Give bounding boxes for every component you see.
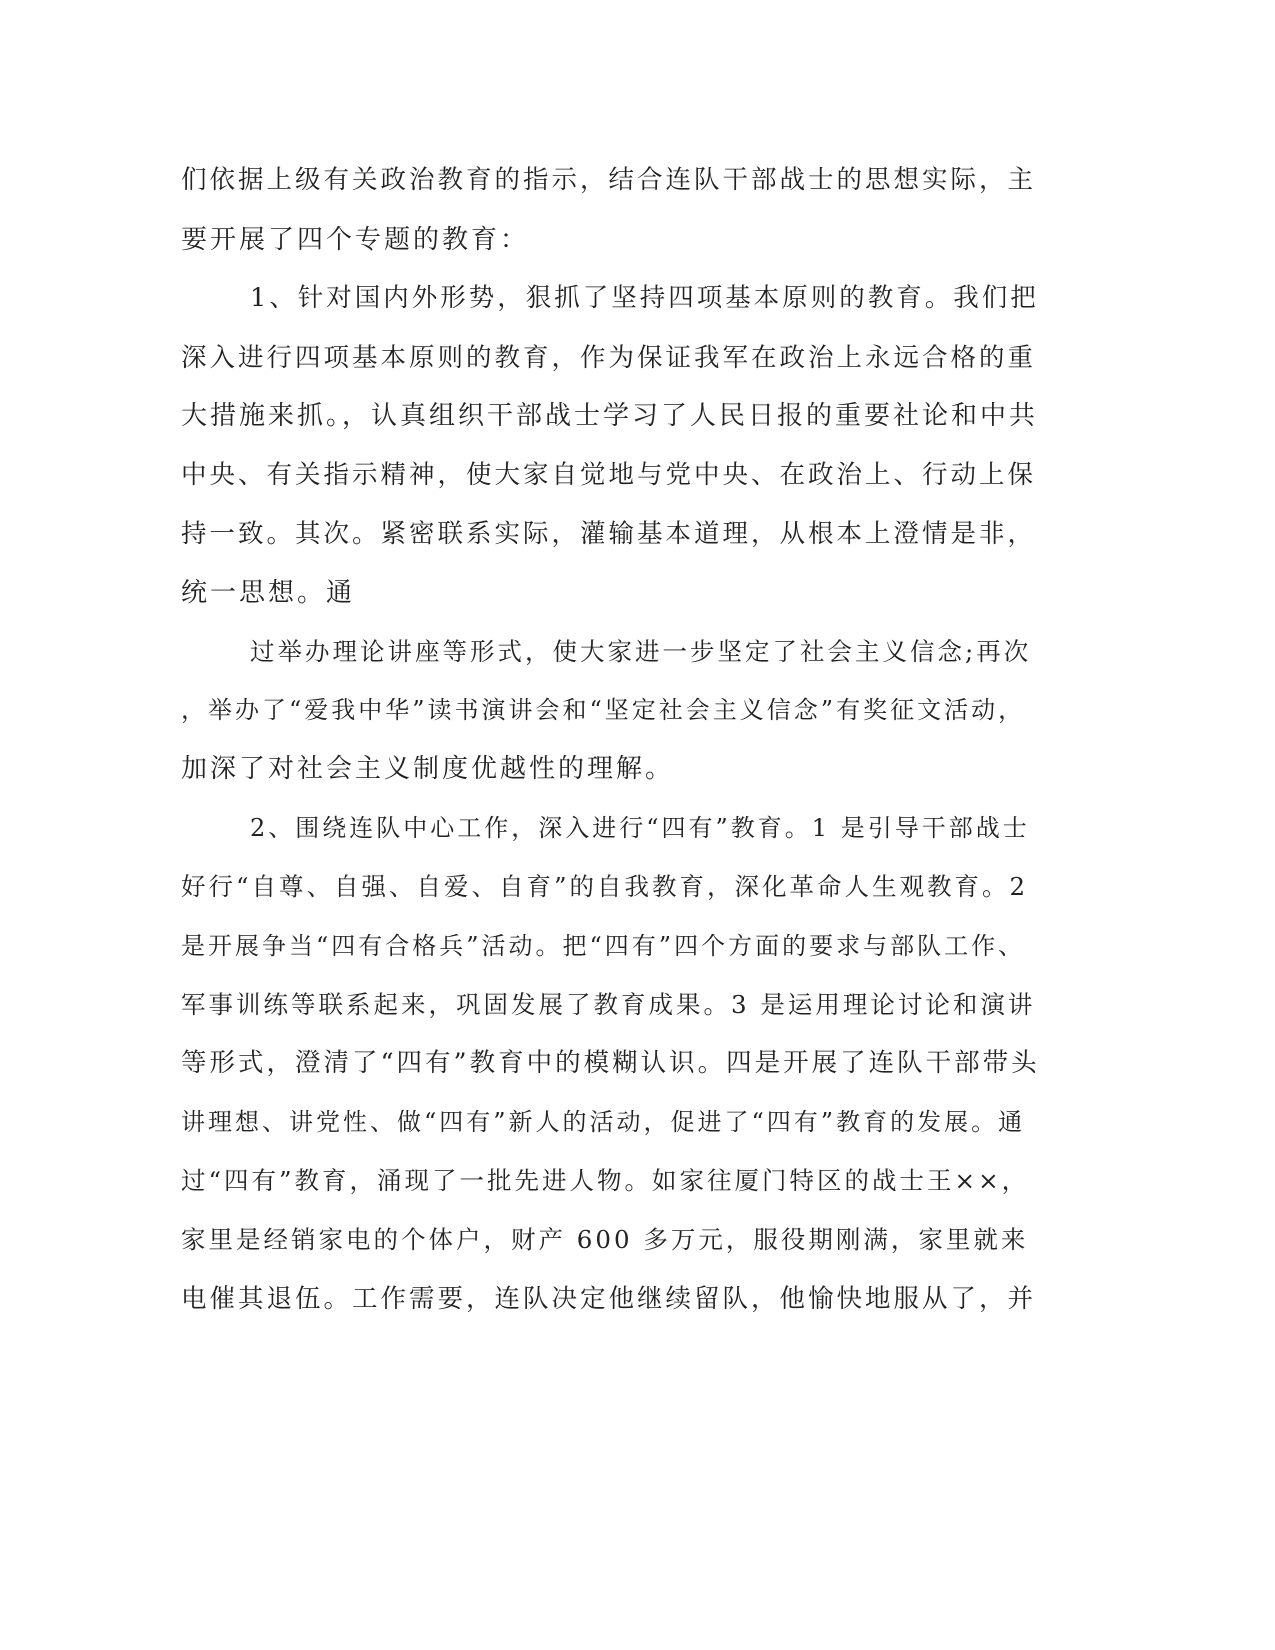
text-line: 家里是经销家电的个体户，财产 600 多万元，服役期刚满，家里就来 xyxy=(181,1225,1029,1254)
text-line: 持一致。其次。紧密联系实际，灌输基本道理，从根本上澄情是非， xyxy=(181,519,1037,549)
text-line: 大措施来抓。，认真组织干部战士学习了人民日报的重要社论和中共 xyxy=(181,401,1039,431)
text-line: 军事训练等联系起来，巩固发展了教育成果。3 是运用理论讨论和演讲 xyxy=(181,990,1036,1019)
text-line: 过举办理论讲座等形式，使大家进一步坚定了社会主义信念;再次 xyxy=(250,637,1032,666)
text-line: 要开展了四个专题的教育： xyxy=(181,225,530,255)
text-line: 讲理想、讲党性、做“四有”新人的活动，促进了“四有”教育的发展。通 xyxy=(181,1108,1026,1136)
text-line: 加深了对社会主义制度优越性的理解。 xyxy=(181,754,675,784)
text-line: 电催其退伍。工作需要，连队决定他继续留队，他愉快地服从了，并 xyxy=(181,1284,1037,1314)
text-line: 1、针对国内外形势，狠抓了坚持四项基本原则的教育。我们把 xyxy=(250,283,1039,313)
text-line: 深入进行四项基本原则的教育，作为保证我军在政治上永远合格的重 xyxy=(181,343,1037,373)
text-line: 等形式，澄清了“四有”教育中的模糊认识。四是开展了连队干部带头 xyxy=(181,1048,1040,1078)
text-line: 中央、有关指示精神，使大家自觉地与党中央、在政治上、行动上保 xyxy=(181,460,1037,490)
text-line: 过“四有”教育，涌现了一批先进人物。如家往厦门特区的战士王××， xyxy=(181,1166,1030,1195)
text-line: 好行“自尊、自强、自爱、自育”的自我教育，深化革命人生观教育。2 xyxy=(181,872,1029,901)
text-line: 是开展争当“四有合格兵”活动。把“四有”四个方面的要求与部队工作、 xyxy=(181,932,1026,960)
text-line: 2、围绕连队中心工作，深入进行“四有”教育。1 是引导干部战士 xyxy=(250,814,1030,842)
text-line: ，举办了“爱我中华”读书演讲会和“坚定社会主义信念”有奖征文活动， xyxy=(181,696,1026,724)
text-line: 们依据上级有关政治教育的指示，结合连队干部战士的思想实际，主 xyxy=(181,165,1037,195)
text-line: 统一思想。通 xyxy=(181,578,356,608)
